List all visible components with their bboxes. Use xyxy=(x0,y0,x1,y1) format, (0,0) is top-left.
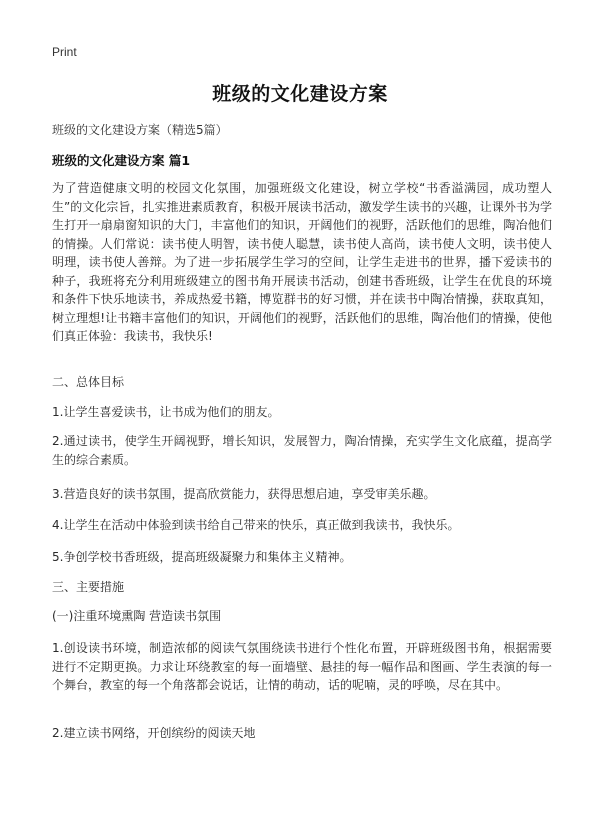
measures-heading: 三、主要措施 xyxy=(52,580,125,594)
measure-item: 1.创设读书环境，制造浓郁的阅读气氛围绕读书进行个性化布置，开辟班级图书角，根据需要进行不定期更换。力求让环绕教室的每一面墙壁、悬挂的每一幅作品和图画、学生表演的每一个舞台，教室的每一个角落都会说话，让情的萌动，话的呢喃，灵的呼唤，尽在其中。 xyxy=(52,641,552,692)
goal-item: 5.争创学校书香班级，提高班级凝聚力和集体主义精神。 xyxy=(52,550,352,564)
goal-item: 2.通过读书，使学生开阔视野，增长知识，发展智力，陶冶情操，充实学生文化底蕴，提高学生的综合素质。 xyxy=(52,434,552,467)
measures-subheading: (一)注重环境熏陶 营造读书氛围 xyxy=(52,609,222,623)
goal-item: 4.让学生在活动中体验到读书给自己带来的快乐，真正做到我读书，我快乐。 xyxy=(52,518,460,532)
goals-heading: 二、总体目标 xyxy=(52,375,125,389)
goal-item: 1.让学生喜爱读书，让书成为他们的朋友。 xyxy=(52,405,280,419)
document-title: 班级的文化建设方案 xyxy=(212,83,388,105)
intro-paragraph: 为了营造健康文明的校园文化氛围，加强班级文化建设，树立学校“书香溢满园，成功塑人生”的文化宗旨，扎实推进素质教育，积极开展读书活动，激发学生读书的兴趣，让课外书为学生打开一扇扇窗知识的大门，丰富他们的知识，开阔他们的视野，活跃他们的思维，陶冶他们的情操。人们常说：读书使人明智，读书使人聪慧，读书使人高尚，读书使人文明，读书使人明理，读书使人善辩。为了进一步拓展学生学习的空间，让学生走进书的世界，播下爱读书的种子，我班将充分利用班级建立的图书角开展读书活动，创建书香班级，让学生在优良的环境和条件下快乐地读书，养成热爱书籍，博览群书的好习惯，并在读书中陶冶情操，获取真知，树立理想!让书籍丰富他们的知识，开阔他们的视野，活跃他们的思维，陶冶他们的情操，使他们真正体验：我读书，我快乐! xyxy=(52,181,552,343)
print-link[interactable]: Print xyxy=(52,45,77,59)
goal-item: 3.营造良好的读书氛围，提高欣赏能力，获得思想启迪，享受审美乐趣。 xyxy=(52,487,436,501)
document-subtitle: 班级的文化建设方案（精选5篇） xyxy=(52,123,228,137)
measure-item: 2.建立读书网络，开创缤纷的阅读天地 xyxy=(52,726,256,740)
section-heading: 班级的文化建设方案 篇1 xyxy=(52,153,191,168)
